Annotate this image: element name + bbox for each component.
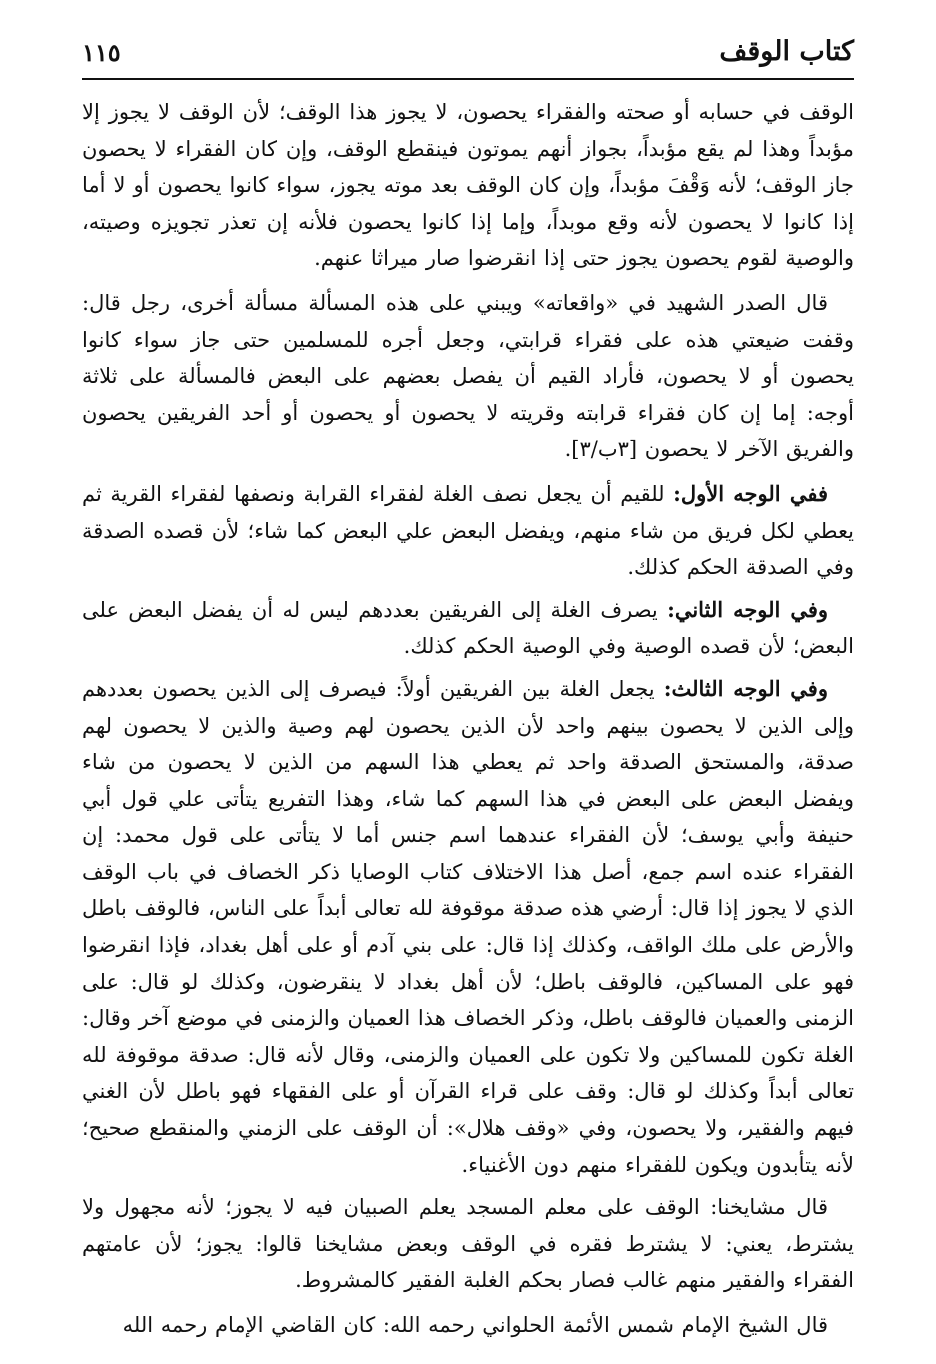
paragraph-heading: ففي الوجه الأول:	[673, 480, 828, 506]
paragraph-1	[82, 94, 854, 277]
book-title: كتاب الوقف	[719, 36, 854, 67]
paragraph-3	[82, 476, 854, 586]
paragraph-6	[82, 1189, 854, 1299]
paragraph-heading: وفي الوجه الثاني:	[667, 596, 829, 622]
paragraph-4	[82, 592, 854, 665]
paragraph-text: الوقف في حسابه أو صحته والفقراء يحصون، لا يجوز هذا الوقف؛ لأن الوقف لا يجوز إلا مؤبداً وهذا لم يقع مؤبداً، بجواز أنهم يموتون فينقطع الوقف، وإن كان الفقراء لا يحصون جاز الوقف؛ لأنه وَقْفَ مؤبداً، وإن كان الوقف بعد موته يجوز، سواء كانوا يحصون أو لا أما إذا كانوا لا يحصون لأنه وقع موبداً، وإما إذا كانوا يحصون فلأنه إن تعذر تجويزه وصيته، والوصية لقوم يحصون يجوز حتى إذا انقرضوا صار ميراثا عنهم.	[82, 100, 854, 271]
paragraph-text: قال الصدر الشهيد في «واقعاته» ويبني على هذه المسألة مسألة أخرى، رجل قال: وقفت ضيعتي هذه على فقراء قرابتي، وجعل أجره للمسلمين حتى جاز سواء كانوا يحصون أو لا يحصون، فأراد القيم أن يفصل بعضهم على البعض فالمسألة على ثلاثة أوجه: إما إن كان فقراء قرابته وقريته لا يحصون أو يحصون أو أحد الفريقين يحصون والفريق الآخر لا يحصون [٣ب/٣].	[82, 290, 854, 462]
paragraph-7	[82, 1307, 854, 1344]
paragraph-text: يصرف الغلة إلى الفريقين بعددهم ليس له أن يفضل البعض على البعض؛ لأن قصده الوصية وفي الوصية الحكم كذلك.	[82, 597, 854, 659]
paragraph-text: قال الشيخ الإمام شمس الأئمة الحلواني رحمه الله: كان القاضي الإمام رحمه الله	[122, 1313, 828, 1337]
paragraph-5	[82, 671, 854, 1183]
paragraph-text: للقيم أن يجعل نصف الغلة لفقراء القرابة ونصفها لفقراء القرية ثم يعطي لكل فريق من شاء منهم، ويفضل البعض علي البعض كما شاء؛ لأن قصده الصدقة وفي الصدقة الحكم كذلك.	[82, 481, 854, 580]
paragraph-2	[82, 285, 854, 468]
paragraph-heading: وفي الوجه الثالث:	[663, 675, 828, 701]
page-header	[82, 36, 854, 80]
page-body	[82, 94, 854, 1349]
page-number: ١١٥	[82, 38, 121, 67]
paragraph-text: قال مشايخنا: الوقف على معلم المسجد يعلم الصبيان فيه لا يجوز؛ لأنه مجهول ولا يشترط، يعني: لا يشترط فقره في الوقف وبعض مشايخنا قالوا: يجوز؛ لأن عامتهم الفقراء والفقير منهم غالب فصار بحكم الغلبة الفقير كالمشروط.	[82, 1195, 854, 1293]
paragraph-text: يجعل الغلة بين الفريقين أولاً: فيصرف إلى الذين يحصون بعددهم وإلى الذين لا يحصون بينهم واحد لأن الذين يحصون لهم وصية والذين لا يحصون لهم صدقة، والمستحق الصدقة واحد ثم يعطي هذا السهم من الذين لا يحصون من شاء ويفضل البعض على البعض في هذا السهم كما شاء، وهذا التفريع يتأتى علي قول أبي حنيفة وأبي يوسف؛ لأن الفقراء عندهما اسم جنس أما لا يتأتى على قول محمد: إن الفقراء عنده اسم جمع، أصل هذا الاختلاف كتاب الوصايا ذكر الخصاف في باب الوقف الذي لا يجوز إذا قال: أرضي هذه صدقة موقوفة لله تعالى أبداً على الناس، فالوقف باطل والأرض على ملك الواقف، وكذلك إذا قال: على بني آدم أو على أهل بغداد، فإذا انقرضوا فهو على المساكين، فالوقف باطل؛ لأن أهل بغداد لا ينقرضون، وكذلك لو قال: على الزمنى والعميان فالوقف باطل، وذكر الخصاف هذا العميان والزمنى في موضع آخر وقال: الغلة تكون للمساكين ولا تكون على العميان والزمنى، وقال لأنه قال: صدقة موقوفة لله تعالى أبداً وكذلك لو قال: وقف على قراء القرآن أو على الفقهاء فهو باطل لأن الغني فيهم والفقير، ولا يحصون، وفي «وقف هلال»: أن الوقف على الزمني والمنقطع صحيح؛ لأنه يتأبدون ويكون للفقراء منهم دون الأغنياء.	[82, 676, 854, 1177]
